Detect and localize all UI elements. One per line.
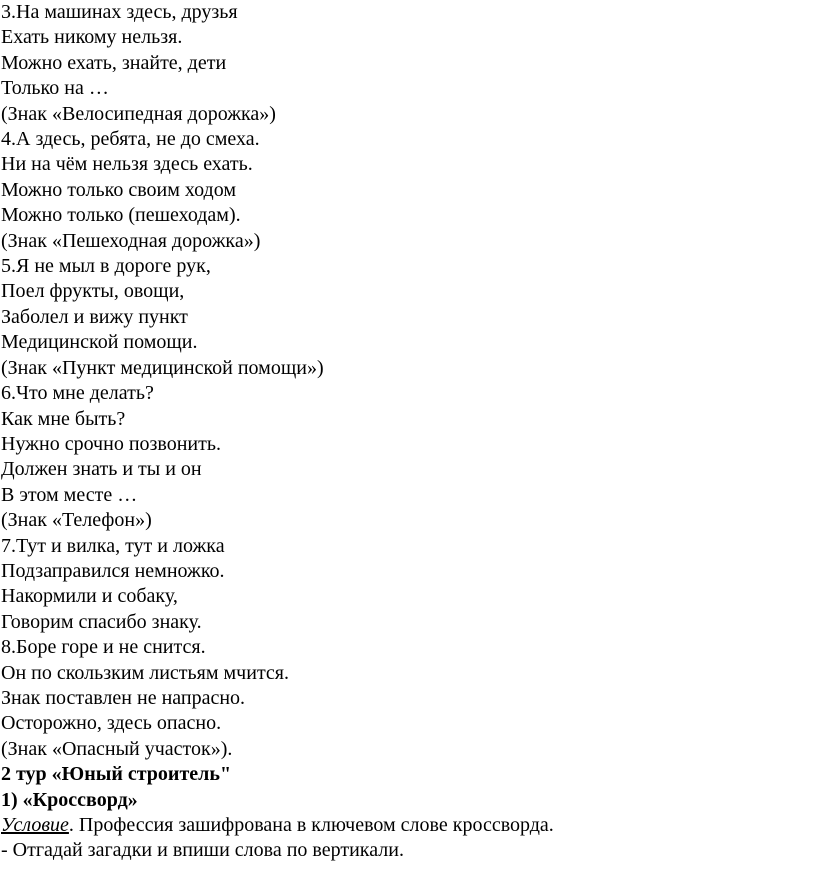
poem-line: Осторожно, здесь опасно. bbox=[1, 712, 222, 735]
task-heading: 1) «Кроссворд» bbox=[1, 788, 138, 811]
poem-line: В этом месте … bbox=[1, 483, 138, 506]
round-heading: 2 тур «Юный строитель" bbox=[1, 763, 232, 786]
poem-line: 8.Боре горе и не снится. bbox=[1, 636, 206, 659]
poem-line: (Знак «Телефон») bbox=[1, 509, 152, 532]
poem-line: Можно только (пешеходам). bbox=[1, 204, 241, 227]
poem-line: (Знак «Пешеходная дорожка») bbox=[1, 229, 261, 252]
poem-line: Медицинской помощи. bbox=[1, 331, 198, 354]
poem-line: Нужно срочно позвонить. bbox=[1, 432, 221, 455]
poem-line: 3.На машинах здесь, друзья bbox=[1, 1, 238, 23]
poem-line: Поел фрукты, овощи, bbox=[1, 280, 185, 303]
poem-line: Можно только своим ходом bbox=[1, 178, 236, 201]
instruction-line: - Отгадай загадки и впиши слова по вертикали. bbox=[1, 839, 404, 862]
poem-line: 5.Я не мыл в дороге рук, bbox=[1, 255, 211, 278]
poem-line: Знак поставлен не напрасно. bbox=[1, 686, 246, 709]
poem-line: 7.Тут и вилка, тут и ложка bbox=[1, 534, 225, 557]
poem-line: Должен знать и ты и он bbox=[1, 458, 202, 481]
poem-line: Заболел и вижу пункт bbox=[1, 305, 188, 328]
poem-line: Можно ехать, знайте, дети bbox=[1, 51, 227, 74]
poem-line: Говорим спасибо знаку. bbox=[1, 610, 202, 633]
poem-line: (Знак «Пункт медицинской помощи») bbox=[1, 356, 324, 379]
poem-line: 6.Что мне делать? bbox=[1, 382, 154, 405]
condition-term: Условие bbox=[1, 814, 69, 836]
poem-line: 4.А здесь, ребята, не до смеха. bbox=[1, 128, 260, 151]
poem-line: Ни на чём нельзя здесь ехать. bbox=[1, 153, 253, 176]
condition-text: . Профессия зашифрована в ключевом слове кроссворда. bbox=[68, 814, 554, 836]
poem-line: (Знак «Опасный участок»). bbox=[1, 737, 233, 760]
poem-line: Подзаправился немножко. bbox=[1, 559, 225, 582]
poem-line: Только на … bbox=[1, 77, 109, 100]
poem-line: Ехать никому нельзя. bbox=[1, 26, 183, 49]
riddle-poem bbox=[1, 0, 554, 762]
poem-line: Как мне быть? bbox=[1, 407, 126, 430]
poem-line: Он по скользким листьям мчится. bbox=[1, 661, 289, 684]
poem-line: (Знак «Велосипедная дорожка») bbox=[1, 102, 276, 125]
poem-line: Накормили и собаку, bbox=[1, 585, 178, 608]
condition-paragraph bbox=[1, 813, 554, 838]
